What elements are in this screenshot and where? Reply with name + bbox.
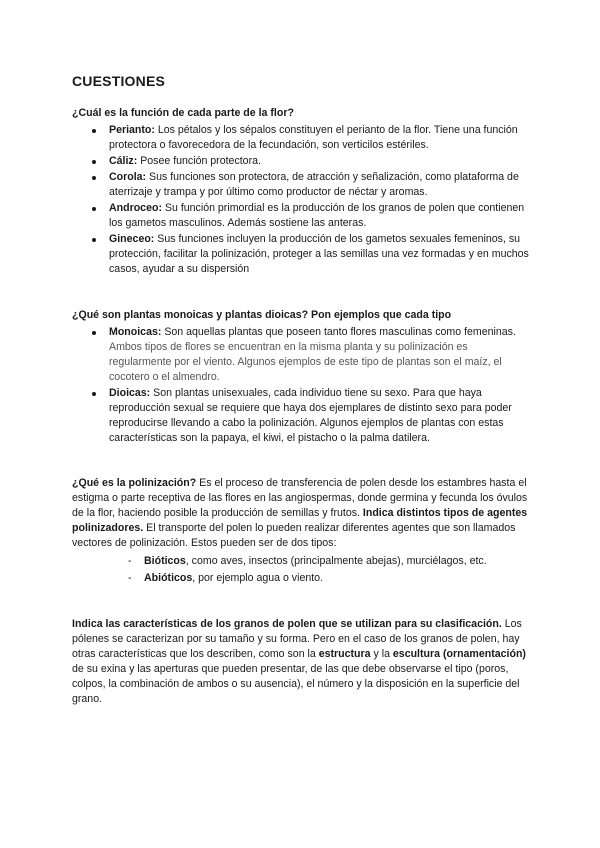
agent-text: , como aves, insectos (principalmente abejas), murciélagos, etc.: [185, 555, 487, 567]
term-gineceo: Gineceo:: [109, 233, 155, 245]
list-item: [72, 386, 532, 446]
paragraph-text: El transporte del polen lo pueden realizar diferentes agentes que son llamados vectores de polinización. Estos pueden ser de dos tipos:: [72, 522, 516, 549]
term-corola: Corola:: [109, 171, 147, 183]
question-monoicas-dioicas: ¿Qué son plantas monoicas y plantas dioicas? Pon ejemplos que cada tipo: [72, 309, 452, 321]
page-title: CUESTIONES: [72, 73, 166, 89]
definition-text: Son aquellas plantas que poseen tanto flores masculinas como femeninas.: [161, 326, 516, 338]
term-caliz: Cáliz:: [109, 155, 138, 167]
section-flower-parts: [72, 106, 532, 277]
section-granos-polen: [72, 617, 532, 707]
polinizacion-paragraph: [72, 476, 532, 551]
definition-text: Los pétalos y los sépalos constituyen el perianto de la flor. Tiene una función protectora o favorecedora de la fecundación, son verticilos estériles.: [109, 124, 518, 151]
paragraph-text: de su exina y las aperturas que pueden presentar, de las que debe observarse el tipo (poros, colpos, la combinación de ambos o su ausencia), el número y la disposición en la superficie del grano.: [72, 663, 520, 705]
question-agentes: Indica distintos tipos de agentes polinizadores.: [72, 507, 528, 534]
term-estructura: estructura: [318, 648, 371, 660]
agent-text: , por ejemplo agua o viento.: [192, 572, 324, 584]
granos-polen-paragraph: [72, 617, 532, 707]
term-dioicas: Dioicas:: [109, 387, 151, 399]
term-androceo: Androceo:: [109, 202, 162, 214]
list-item: [72, 170, 532, 200]
list-item: [72, 154, 532, 169]
definition-text: Son plantas unisexuales, cada individuo tiene su sexo. Para que haya reproducción sexual se requiere que haya dos ejemplares de distinto sexo para poder reproducirse llevando a cabo la polinización. Algunos ejemplos de plantas con estas características son la papaya, el kiwi, el pistacho o la palma datilera.: [109, 387, 512, 444]
definition-text: Sus funciones son protectora, de atracción y señalización, como plataforma de aterrizaje y trampa y por último como productor de néctar y aromas.: [109, 171, 519, 198]
definition-text-gray: Ambos tipos de flores se encuentran en la misma planta y su polinización es regularmente por el viento. Algunos ejemplos de este tipo de plantas son el maíz, el cocotero o el almendro.: [109, 341, 502, 383]
definition-text: Posee función protectora.: [137, 155, 261, 167]
definition-text: Su función primordial es la producción de los granos de polen que contienen los gametos masculinos. Además sostiene las anteras.: [109, 202, 525, 229]
paragraph-text: Es el proceso de transferencia de polen desde los estambres hasta el estigma o parte receptiva de las flores en las angiospermas, donde germina y fecunda los óvulos de la flor, haciendo posible la producción de semillas y frutos.: [72, 477, 528, 519]
list-item: [72, 554, 532, 569]
section-monoicas-dioicas: [72, 308, 532, 446]
term-bioticos: Bióticos: [144, 555, 186, 567]
list-item: [72, 201, 532, 231]
question-granos-polen: Indica las características de los granos de polen que se utilizan para su clasificación.: [72, 618, 502, 630]
plant-types-list: [72, 325, 532, 446]
definition-text: Sus funciones incluyen la producción de los gametos sexuales femeninos, su protección, facilitar la polinización, proteger a las semillas una vez formadas y en muchos casos, ayudar a su dispersión: [109, 233, 529, 275]
term-perianto: Perianto:: [109, 124, 155, 136]
term-monoicas: Monoicas:: [109, 326, 162, 338]
section-polinizacion: [72, 476, 532, 586]
flower-parts-list: [72, 123, 532, 277]
question-flower-parts: ¿Cuál es la función de cada parte de la flor?: [72, 107, 294, 119]
list-item: [72, 123, 532, 153]
list-item: [72, 325, 532, 385]
paragraph-text: y la: [370, 648, 393, 660]
agents-list: [72, 554, 532, 586]
list-item: [72, 571, 532, 586]
list-item: [72, 232, 532, 277]
term-abioticos: Abióticos: [144, 572, 193, 584]
question-polinizacion: ¿Qué es la polinización?: [72, 477, 197, 489]
paragraph-text: Los pólenes se caracterizan por su tamaño y su forma. Pero en el caso de los granos de polen, hay otras características que los describen, como son la: [72, 618, 522, 660]
term-escultura: escultura (ornamentación): [392, 648, 526, 660]
document-page: [72, 72, 532, 707]
